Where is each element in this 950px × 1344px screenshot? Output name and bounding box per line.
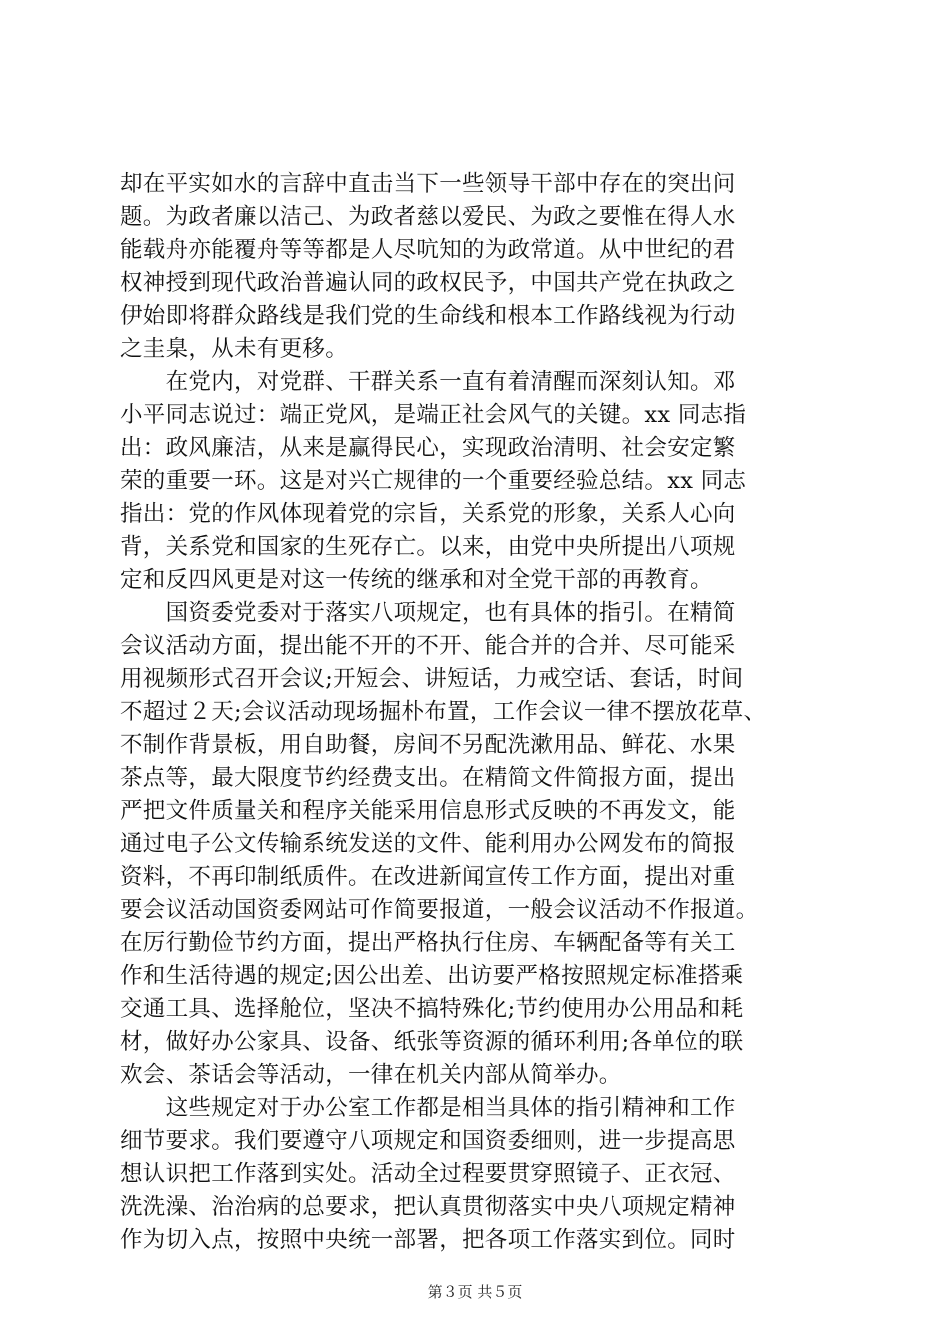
text-line: 用视频形式召开会议;开短会、讲短话，力戒空话、套话，时间	[120, 666, 744, 692]
text-line: 背，关系党和国家的生死存亡。以来，由党中央所提出八项规	[120, 534, 736, 560]
text-line: 之圭臬，从未有更移。	[120, 336, 349, 362]
text-line: 茶点等，最大限度节约经费支出。在精简文件简报方面，提出	[120, 765, 736, 791]
text-line: 小平同志说过：端正党风，是端正社会风气的关键。xx 同志指	[120, 402, 747, 428]
text-line: 指出：党的作风体现着党的宗旨，关系党的形象，关系人心向	[120, 501, 736, 527]
text-line: 不超过２天;会议活动现场掘朴布置，工作会议一律不摆放花草、	[120, 699, 767, 725]
text-line: 权神授到现代政治普遍认同的政权民予，中国共产党在执政之	[120, 270, 736, 296]
text-line: 荣的重要一环。这是对兴亡规律的一个重要经验总结。xx 同志	[120, 468, 747, 494]
text-line: 资料，不再印制纸质件。在改进新闻宣传工作方面，提出对重	[120, 864, 736, 890]
text-line: 洗洗澡、治治病的总要求，把认真贯彻落实中央八项规定精神	[120, 1194, 736, 1220]
text-line: 要会议活动国资委网站可作简要报道，一般会议活动不作报道。	[120, 897, 759, 923]
text-line: 材，做好办公家具、设备、纸张等资源的循环利用;各单位的联	[120, 1029, 744, 1055]
text-line: 却在平实如水的言辞中直击当下一些领导干部中存在的突出问	[120, 171, 736, 197]
text-line: 能载舟亦能覆舟等等都是人尽吭知的为政常道。从中世纪的君	[120, 237, 736, 263]
text-line: 作和生活待遇的规定;因公出差、出访要严格按照规定标准搭乘	[120, 963, 744, 989]
text-line: 想认识把工作落到实处。活动全过程要贯穿照镜子、正衣冠、	[120, 1161, 736, 1187]
text-line: 严把文件质量关和程序关能采用信息形式反映的不再发文，能	[120, 798, 736, 824]
text-line: 题。为政者廉以洁己、为政者慈以爱民、为政之要惟在得人水	[120, 204, 736, 230]
text-line: 欢会、茶话会等活动，一律在机关内部从简举办。	[120, 1062, 622, 1088]
text-line: 在党内，对党群、干群关系一直有着清醒而深刻认知。邓	[120, 369, 736, 395]
text-line: 作为切入点，按照中央统一部署，把各项工作落实到位。同时	[120, 1227, 736, 1253]
text-line: 在厉行勤俭节约方面，提出严格执行住房、车辆配备等有关工	[120, 930, 736, 956]
text-line: 出：政风廉洁，从来是赢得民心，实现政治清明、社会安定繁	[120, 435, 736, 461]
text-line: 通过电子公文传输系统发送的文件、能利用办公网发布的简报	[120, 831, 736, 857]
text-line: 国资委党委对于落实八项规定，也有具体的指引。在精简	[120, 600, 736, 626]
text-line: 细节要求。我们要遵守八项规定和国资委细则，进一步提高思	[120, 1128, 736, 1154]
text-line: 伊始即将群众路线是我们党的生命线和根本工作路线视为行动	[120, 303, 736, 329]
document-body	[120, 168, 835, 1257]
text-line: 会议活动方面，提出能不开的不开、能合并的合并、尽可能采	[120, 633, 736, 659]
text-line: 不制作背景板，用自助餐，房间不另配洗漱用品、鲜花、水果	[120, 732, 736, 758]
text-line: 这些规定对于办公室工作都是相当具体的指引精神和工作	[120, 1095, 736, 1121]
text-line: 定和反四风更是对这一传统的继承和对全党干部的再教育。	[120, 567, 713, 593]
page-footer	[0, 1282, 950, 1302]
page-number-label: 第３页 共５页	[427, 1283, 523, 1301]
text-line: 交通工具、选择舱位，坚决不搞特殊化;节约使用办公用品和耗	[120, 996, 744, 1022]
